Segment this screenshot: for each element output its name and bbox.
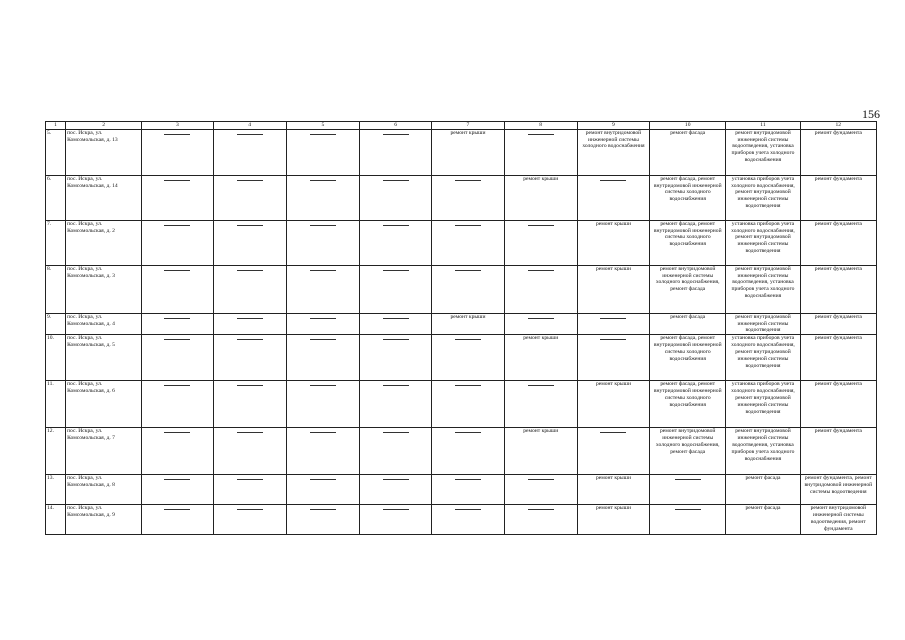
column-header: 3 — [142, 122, 213, 130]
work-cell: ремонт фундамента — [800, 381, 876, 428]
dash-mark — [310, 225, 336, 226]
dash-mark — [455, 270, 481, 271]
work-cell: ремонт внутридомовой инженерной системы водоотведения, ремонт фундамента — [800, 505, 876, 535]
empty-cell — [142, 335, 213, 381]
address-cell: пос. Искра, ул. Комсомольская, д. 5 — [66, 335, 142, 381]
empty-cell — [142, 313, 213, 334]
column-header: 6 — [360, 122, 432, 130]
repair-schedule-table — [45, 121, 877, 535]
work-cell: ремонт фасада — [650, 129, 726, 175]
empty-cell — [213, 475, 286, 505]
empty-cell — [360, 220, 432, 265]
empty-cell — [432, 175, 504, 220]
empty-cell — [504, 220, 577, 265]
dash-mark — [237, 318, 263, 319]
empty-cell — [360, 381, 432, 428]
empty-cell — [213, 505, 286, 535]
empty-cell — [577, 175, 649, 220]
dash-mark — [164, 385, 190, 386]
address-cell: пос. Искра, ул. Комсомольская, д. 8 — [66, 475, 142, 505]
table-row — [46, 129, 877, 175]
column-header: 5 — [286, 122, 359, 130]
empty-cell — [142, 475, 213, 505]
dash-mark — [237, 432, 263, 433]
dash-mark — [237, 180, 263, 181]
row-number: 14. — [46, 505, 66, 535]
work-cell: ремонт фундамента — [800, 175, 876, 220]
dash-mark — [383, 432, 409, 433]
dash-mark — [310, 509, 336, 510]
dash-mark — [455, 509, 481, 510]
dash-mark — [383, 385, 409, 386]
row-number: 8. — [46, 265, 66, 313]
dash-mark — [237, 225, 263, 226]
empty-cell — [432, 505, 504, 535]
empty-cell — [650, 505, 726, 535]
dash-mark — [600, 339, 626, 340]
work-cell: ремонт фасада, ремонт внутридомовой инженерной системы холодного водоснабжения — [650, 220, 726, 265]
empty-cell — [432, 381, 504, 428]
work-cell: ремонт фасада — [650, 313, 726, 334]
work-cell: ремонт фундамента, ремонт внутридомовой инженерной системы водоотведения — [800, 475, 876, 505]
dash-mark — [675, 509, 701, 510]
work-cell: ремонт фундамента — [800, 313, 876, 334]
column-header: 12 — [800, 122, 876, 130]
table-body — [46, 129, 877, 534]
empty-cell — [286, 129, 359, 175]
dash-mark — [600, 318, 626, 319]
column-header: 2 — [66, 122, 142, 130]
work-cell: установка приборов учета холодного водоснабжения, ремонт внутридомовой инженерной системы водоотведения — [726, 335, 800, 381]
row-number: 12. — [46, 428, 66, 475]
work-cell: ремонт крыши — [432, 129, 504, 175]
work-cell: ремонт внутридомовой инженерной системы холодного водоснабжения — [577, 129, 649, 175]
empty-cell — [286, 265, 359, 313]
empty-cell — [142, 428, 213, 475]
empty-cell — [432, 428, 504, 475]
work-cell: установка приборов учета холодного водоснабжения, ремонт внутридомовой инженерной системы водоотведения — [726, 175, 800, 220]
empty-cell — [360, 335, 432, 381]
empty-cell — [360, 313, 432, 334]
empty-cell — [432, 265, 504, 313]
dash-mark — [383, 270, 409, 271]
dash-mark — [383, 509, 409, 510]
empty-cell — [360, 129, 432, 175]
empty-cell — [213, 335, 286, 381]
table-row — [46, 381, 877, 428]
dash-mark — [528, 385, 554, 386]
dash-mark — [455, 385, 481, 386]
empty-cell — [213, 313, 286, 334]
work-cell: ремонт фасада — [726, 475, 800, 505]
empty-cell — [360, 175, 432, 220]
row-number: 13. — [46, 475, 66, 505]
work-cell: ремонт внутридомовой инженерной системы холодного водоснабжения, ремонт фасада — [650, 428, 726, 475]
dash-mark — [528, 134, 554, 135]
empty-cell — [577, 335, 649, 381]
empty-cell — [286, 381, 359, 428]
dash-mark — [164, 318, 190, 319]
dash-mark — [237, 134, 263, 135]
work-cell: ремонт фасада, ремонт внутридомовой инженерной системы холодного водоснабжения — [650, 175, 726, 220]
work-cell: ремонт внутридомовой инженерной системы водоотведения — [726, 313, 800, 334]
empty-cell — [360, 475, 432, 505]
dash-mark — [383, 225, 409, 226]
work-cell: ремонт крыши — [504, 175, 577, 220]
empty-cell — [213, 428, 286, 475]
table-row — [46, 475, 877, 505]
empty-cell — [577, 313, 649, 334]
dash-mark — [310, 339, 336, 340]
work-cell: ремонт фундамента — [800, 265, 876, 313]
row-number: 11. — [46, 381, 66, 428]
address-cell: пос. Искра, ул. Комсомольская, д. 6 — [66, 381, 142, 428]
dash-mark — [164, 432, 190, 433]
work-cell: ремонт фасада, ремонт внутридомовой инженерной системы холодного водоснабжения — [650, 381, 726, 428]
empty-cell — [286, 175, 359, 220]
work-cell: установка приборов учета холодного водоснабжения, ремонт внутридомовой инженерной системы водоотведения — [726, 381, 800, 428]
dash-mark — [600, 180, 626, 181]
dash-mark — [310, 318, 336, 319]
work-cell: ремонт крыши — [577, 265, 649, 313]
dash-mark — [383, 339, 409, 340]
work-cell: ремонт фасада — [726, 505, 800, 535]
header-row — [46, 122, 877, 130]
dash-mark — [164, 270, 190, 271]
row-number: 6. — [46, 175, 66, 220]
table-row — [46, 335, 877, 381]
table-row — [46, 175, 877, 220]
row-number: 9. — [46, 313, 66, 334]
column-header: 4 — [213, 122, 286, 130]
empty-cell — [213, 129, 286, 175]
empty-cell — [360, 265, 432, 313]
dash-mark — [164, 134, 190, 135]
dash-mark — [237, 479, 263, 480]
dash-mark — [455, 479, 481, 480]
empty-cell — [286, 335, 359, 381]
empty-cell — [142, 175, 213, 220]
dash-mark — [528, 318, 554, 319]
address-cell: пос. Искра, ул. Комсомольская, д. 4 — [66, 313, 142, 334]
work-cell: ремонт крыши — [432, 313, 504, 334]
empty-cell — [286, 313, 359, 334]
work-cell: ремонт фундамента — [800, 220, 876, 265]
empty-cell — [213, 381, 286, 428]
empty-cell — [504, 265, 577, 313]
dash-mark — [528, 479, 554, 480]
table-row — [46, 505, 877, 535]
address-cell: пос. Искра, ул. Комсомольская, д. 3 — [66, 265, 142, 313]
empty-cell — [504, 505, 577, 535]
empty-cell — [432, 220, 504, 265]
dash-mark — [237, 339, 263, 340]
empty-cell — [504, 381, 577, 428]
dash-mark — [383, 479, 409, 480]
dash-mark — [455, 432, 481, 433]
empty-cell — [142, 381, 213, 428]
work-cell: ремонт внутридомовой инженерной системы водоотведения, установка приборов учета холодного водоснабжения — [726, 265, 800, 313]
row-number: 7. — [46, 220, 66, 265]
work-cell: ремонт крыши — [577, 381, 649, 428]
dash-mark — [164, 225, 190, 226]
address-cell: пос. Искра, ул. Комсомольская, д. 13 — [66, 129, 142, 175]
empty-cell — [286, 505, 359, 535]
empty-cell — [213, 175, 286, 220]
row-number: 10. — [46, 335, 66, 381]
dash-mark — [237, 509, 263, 510]
address-cell: пос. Искра, ул. Комсомольская, д. 2 — [66, 220, 142, 265]
work-cell: ремонт фундамента — [800, 428, 876, 475]
work-cell: ремонт крыши — [577, 475, 649, 505]
dash-mark — [237, 270, 263, 271]
empty-cell — [142, 265, 213, 313]
dash-mark — [528, 225, 554, 226]
empty-cell — [142, 129, 213, 175]
dash-mark — [310, 385, 336, 386]
empty-cell — [213, 265, 286, 313]
empty-cell — [286, 220, 359, 265]
address-cell: пос. Искра, ул. Комсомольская, д. 7 — [66, 428, 142, 475]
empty-cell — [213, 220, 286, 265]
table-row — [46, 220, 877, 265]
table-row — [46, 428, 877, 475]
page-number: 156 — [862, 107, 880, 121]
empty-cell — [504, 129, 577, 175]
column-header: 9 — [577, 122, 649, 130]
table-row — [46, 313, 877, 334]
empty-cell — [286, 475, 359, 505]
dash-mark — [528, 509, 554, 510]
work-cell: ремонт внутридомовой инженерной системы водоотведения, установка приборов учета холодного водоснабжения — [726, 129, 800, 175]
dash-mark — [310, 270, 336, 271]
work-cell: установка приборов учета холодного водоснабжения, ремонт внутридомовой инженерной системы водоотведения — [726, 220, 800, 265]
work-cell: ремонт крыши — [504, 335, 577, 381]
dash-mark — [600, 432, 626, 433]
empty-cell — [286, 428, 359, 475]
empty-cell — [360, 428, 432, 475]
dash-mark — [164, 509, 190, 510]
dash-mark — [310, 432, 336, 433]
work-cell: ремонт фасада, ремонт внутридомовой инженерной системы холодного водоснабжения — [650, 335, 726, 381]
dash-mark — [383, 180, 409, 181]
dash-mark — [455, 180, 481, 181]
dash-mark — [310, 180, 336, 181]
dash-mark — [237, 385, 263, 386]
work-cell: ремонт крыши — [504, 428, 577, 475]
dash-mark — [310, 134, 336, 135]
row-number: 5. — [46, 129, 66, 175]
address-cell: пос. Искра, ул. Комсомольская, д. 14 — [66, 175, 142, 220]
dash-mark — [164, 339, 190, 340]
work-cell: ремонт крыши — [577, 220, 649, 265]
empty-cell — [504, 313, 577, 334]
address-cell: пос. Искра, ул. Комсомольская, д. 9 — [66, 505, 142, 535]
column-header: 8 — [504, 122, 577, 130]
empty-cell — [142, 505, 213, 535]
work-cell: ремонт внутридомовой инженерной системы водоотведения, установка приборов учета холодного водоснабжения — [726, 428, 800, 475]
dash-mark — [675, 479, 701, 480]
dash-mark — [164, 479, 190, 480]
work-cell: ремонт фундамента — [800, 129, 876, 175]
work-cell: ремонт фундамента — [800, 335, 876, 381]
work-cell: ремонт внутридомовой инженерной системы холодного водоснабжения, ремонт фасада — [650, 265, 726, 313]
dash-mark — [455, 339, 481, 340]
column-header: 7 — [432, 122, 504, 130]
dash-mark — [310, 479, 336, 480]
dash-mark — [455, 225, 481, 226]
empty-cell — [360, 505, 432, 535]
empty-cell — [650, 475, 726, 505]
dash-mark — [383, 318, 409, 319]
empty-cell — [577, 428, 649, 475]
work-cell: ремонт крыши — [577, 505, 649, 535]
empty-cell — [432, 475, 504, 505]
dash-mark — [164, 180, 190, 181]
empty-cell — [142, 220, 213, 265]
column-header: 1 — [46, 122, 66, 130]
empty-cell — [504, 475, 577, 505]
column-header: 11 — [726, 122, 800, 130]
column-header: 10 — [650, 122, 726, 130]
table-row — [46, 265, 877, 313]
empty-cell — [432, 335, 504, 381]
dash-mark — [528, 270, 554, 271]
dash-mark — [383, 134, 409, 135]
